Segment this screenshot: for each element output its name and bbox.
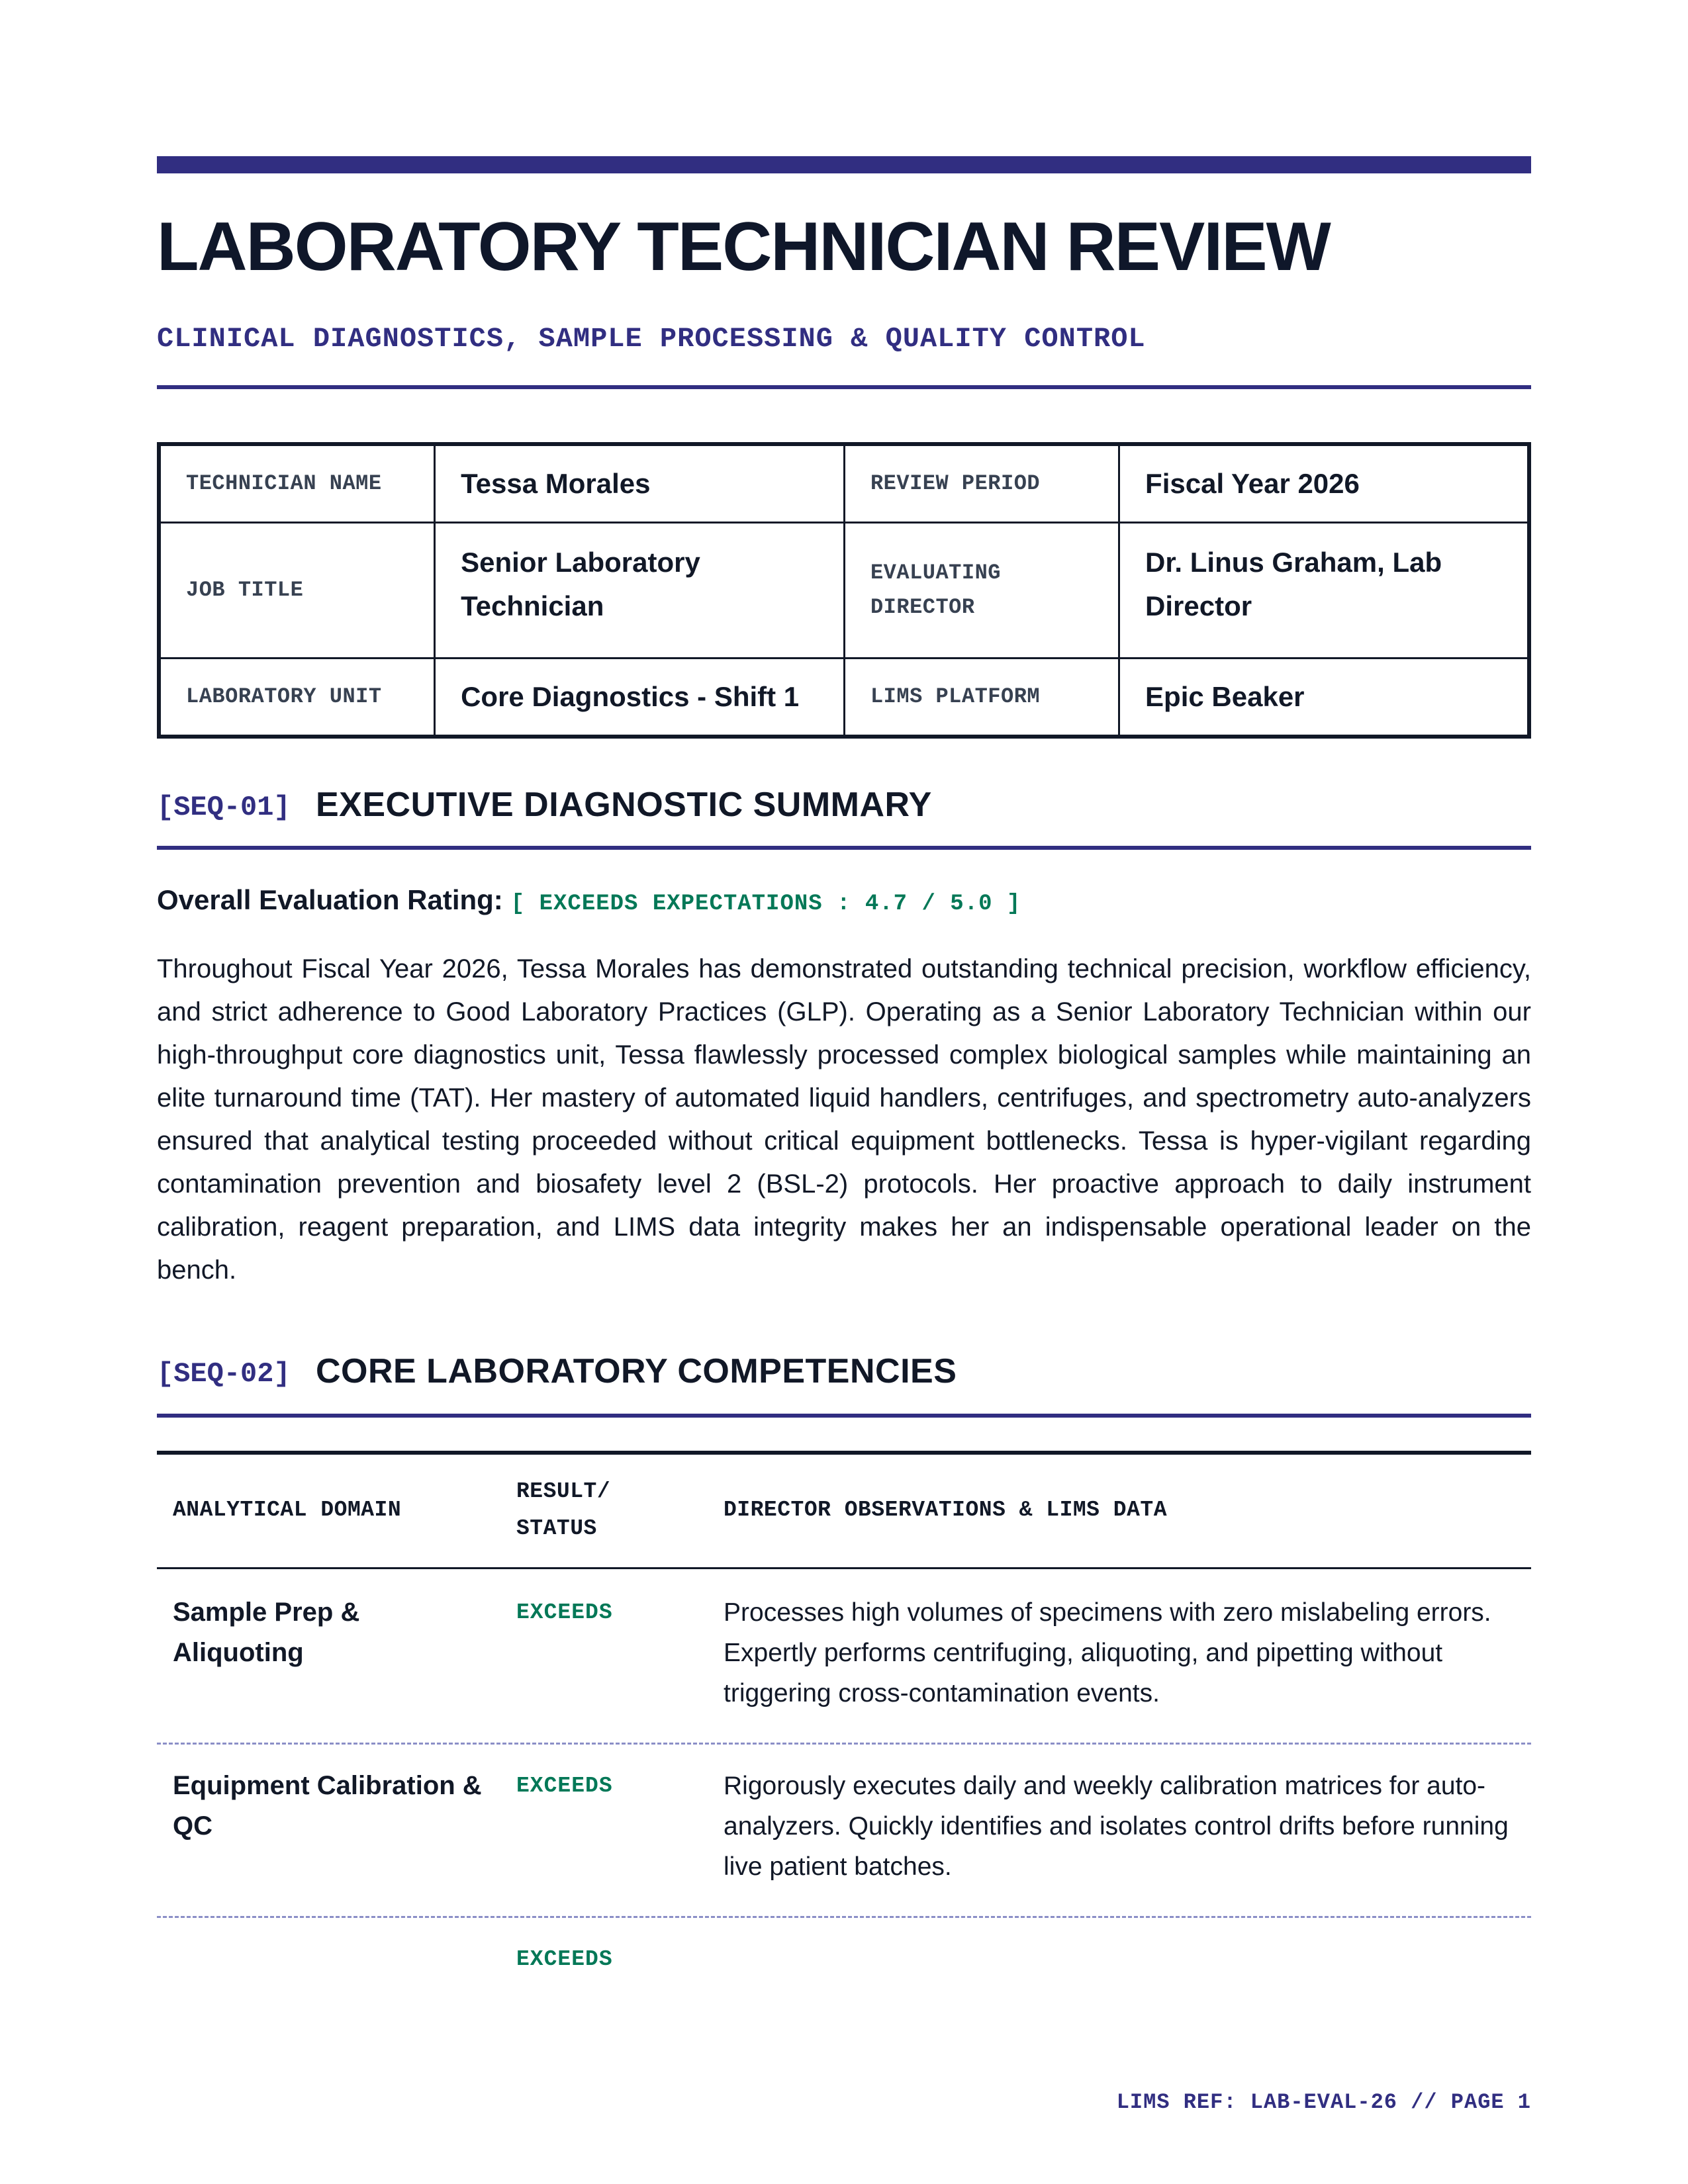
job-title-value: Senior Laboratory Technician <box>435 523 845 659</box>
info-row <box>159 444 1529 523</box>
section-tag: [SEQ-01] <box>157 792 291 823</box>
technician-name-value: Tessa Morales <box>435 444 845 523</box>
document-title: LABORATORY TECHNICIAN REVIEW <box>157 208 1330 285</box>
page-footer: LIMS REF: LAB-EVAL-26 // PAGE 1 <box>1116 2090 1531 2115</box>
info-row <box>159 659 1529 737</box>
row-observations: Processes high volumes of specimens with zero mislabeling errors. Expertly performs centrifuging, aliquoting, and pipetting without triggering cross-contamination events. <box>724 1598 1491 1707</box>
review-period-value: Fiscal Year 2026 <box>1119 444 1529 523</box>
column-header-observations: DIRECTOR OBSERVATIONS & LIMS DATA <box>724 1498 1168 1522</box>
rating-value: [ EXCEEDS EXPECTATIONS : 4.7 / 5.0 ] <box>510 891 1021 917</box>
section-divider <box>157 1414 1531 1418</box>
technician-name-label: TECHNICIAN NAME <box>159 444 435 523</box>
header-divider <box>157 385 1531 389</box>
row-status-badge: EXCEEDS <box>516 1774 613 1798</box>
document-subtitle: CLINICAL DIAGNOSTICS, SAMPLE PROCESSING & QUALITY CONTROL <box>157 323 1146 355</box>
table-top-rule <box>157 1451 1531 1455</box>
column-header-status-line: RESULT/ <box>516 1479 611 1504</box>
row-divider <box>157 1743 1531 1745</box>
row-status-badge: EXCEEDS <box>516 1600 613 1625</box>
column-header-status-line: STATUS <box>516 1516 597 1541</box>
row-domain: Sample Prep & Aliquoting <box>173 1598 360 1667</box>
technician-info-table <box>157 442 1531 739</box>
laboratory-unit-label: LABORATORY UNIT <box>159 659 435 737</box>
table-header-rule <box>157 1567 1531 1569</box>
header-accent-bar <box>157 156 1531 173</box>
lims-platform-label: LIMS PLATFORM <box>844 659 1119 737</box>
info-row <box>159 523 1529 659</box>
row-status-badge: EXCEEDS <box>516 1947 613 1972</box>
section-tag: [SEQ-02] <box>157 1358 291 1390</box>
section-divider <box>157 846 1531 850</box>
evaluating-director-label: EVALUATING DIRECTOR <box>844 523 1119 659</box>
row-domain: Equipment Calibration & QC <box>173 1771 482 1841</box>
job-title-label: JOB TITLE <box>159 523 435 659</box>
overall-rating <box>157 884 1021 917</box>
section-title: CORE LABORATORY COMPETENCIES <box>316 1352 957 1390</box>
executive-summary-text: Throughout Fiscal Year 2026, Tessa Morales has demonstrated outstanding technical precision, workflow efficiency, and strict adherence to Good Laboratory Practices (GLP). Operating as a Senior Laboratory Technician within our high-throughput core diagnostics unit, Tessa flawlessly processed complex biological samples while maintaining an elite turnaround time (TAT). Her mastery of automated liquid handlers, centrifuges, and spectrometry auto-analyzers ensured that analytical testing proceeded without critical equipment bottlenecks. Tessa is hyper-vigilant regarding contamination prevention and biosafety level 2 (BSL-2) protocols. Her proactive approach to daily instrument calibration, reagent preparation, and LIMS data integrity makes her an indispensable operational leader on the bench. <box>157 954 1531 1285</box>
lims-platform-value: Epic Beaker <box>1119 659 1529 737</box>
column-header-status <box>516 1473 610 1547</box>
column-header-domain: ANALYTICAL DOMAIN <box>173 1498 402 1522</box>
review-period-label: REVIEW PERIOD <box>844 444 1119 523</box>
evaluating-director-value: Dr. Linus Graham, Lab Director <box>1119 523 1529 659</box>
row-observations: Rigorously executes daily and weekly calibration matrices for auto-analyzers. Quickly identifies and isolates control drifts before running live patient batches. <box>724 1772 1509 1881</box>
row-divider <box>157 1916 1531 1918</box>
section-title: EXECUTIVE DIAGNOSTIC SUMMARY <box>316 786 932 824</box>
laboratory-unit-value: Core Diagnostics - Shift 1 <box>435 659 845 737</box>
rating-label: Overall Evaluation Rating: <box>157 884 503 915</box>
